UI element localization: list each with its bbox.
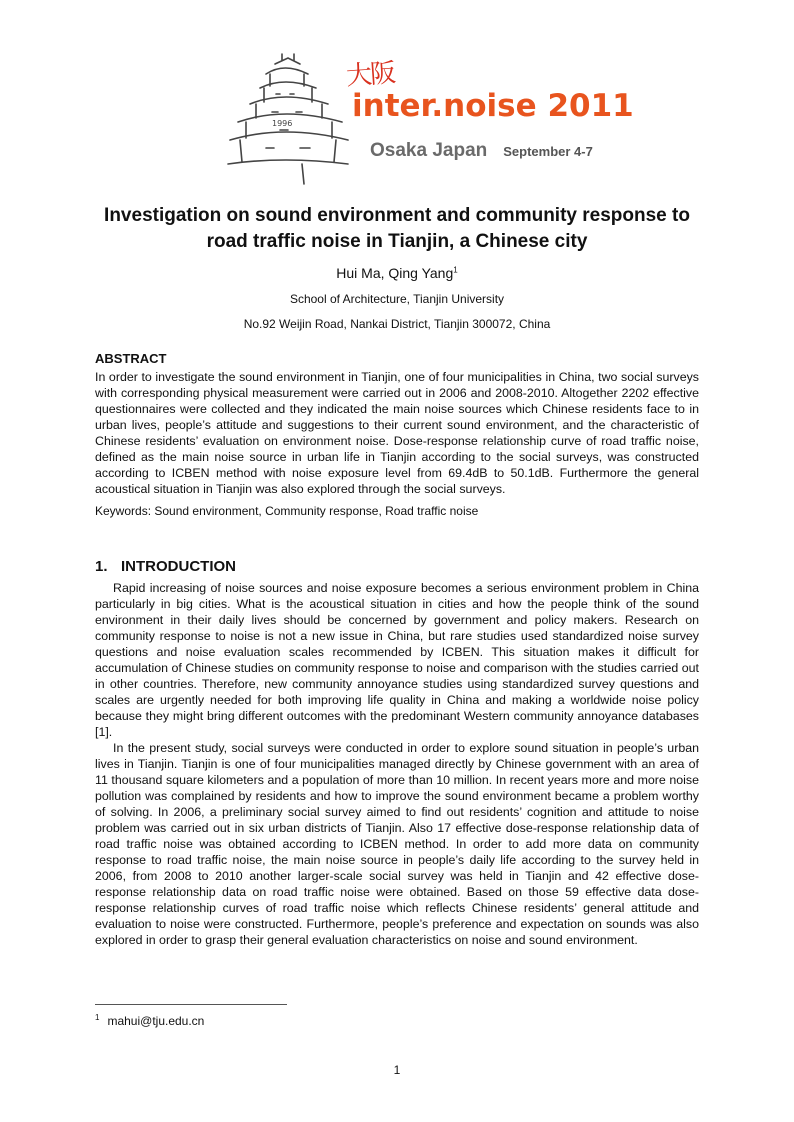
castle-year: 1996 <box>272 119 293 128</box>
logo-location-line <box>370 140 593 162</box>
introduction-body <box>95 580 699 948</box>
author-footnote-mark: 1 <box>453 265 458 275</box>
paper-title <box>60 203 734 255</box>
abstract-heading: ABSTRACT <box>95 351 167 366</box>
introduction-paragraph-1: Rapid increasing of noise sources and noise exposure becomes a serious environment problem in China particularly in big cities. What is the acoustical situation in cities and how the people think of the sound environment in their daily lives should be concerned by government and policy makers. Research on community response to noise is not a new issue in China, but rare studies used standardized noise survey questions and noise evaluation scales recommended by ICBEN. This situation makes it difficult for accumulation of Chinese studies on community response to noise and comparison with the studies carried out in other countries. Therefore, new community annoyance studies using standardized survey questions and scales are urgently needed for both improving life quality in China and making a worldwide noise policy because they might bring different outcomes with the predominant Western community annoyance databases [1]. <box>95 581 699 739</box>
section-heading-introduction <box>95 558 236 575</box>
footnote <box>95 1013 204 1028</box>
logo-location: Osaka Japan <box>370 140 488 161</box>
author-address: No.92 Weijin Road, Nankai District, Tianjin 300072, China <box>243 317 551 331</box>
paper-title-line-1: Investigation on sound environment and community response to <box>104 205 690 226</box>
conference-logo <box>220 52 634 192</box>
section-number: 1. <box>95 558 108 575</box>
footnote-email[interactable]: mahui@tju.edu.cn <box>107 1014 205 1028</box>
introduction-paragraph-2: In the present study, social surveys were conducted in order to explore sound situation in people’s urban lives in Tianjin. Tianjin is one of four municipalities managed directly by Chinese government with an area of 11 thousand square kilometers and a population of more than 10 million. In recent years more and more noise pollution was complained by residents and how to improve the sound environment became a problem worthy of solving. In 2006, a preliminary social survey aimed to find out residents’ cognition and attitude to noise problem was carried out in six urban districts of Tianjin. Also 17 effective dose-response relationship data of road traffic noise was obtained according to ICBEN method. In order to add more data on community response to road traffic noise, the main noise source in people’s daily life according to the survey held in 2006, from 2008 to 2010 another larger-scale social survey was held in Tianjin and 42 effective dose-response relationship data on road traffic noise were obtained. Based on those 59 effective data dose-response relationship curves of road traffic noise which reflects Chinese residents’ general attitude and evaluation to noise were constructed. Furthermore, people’s preference and expectation on sounds was also explored in order to grasp their general evaluation characteristics on noise and sound environment. <box>95 741 699 947</box>
author-affiliation: School of Architecture, Tianjin University <box>289 292 505 306</box>
page-number: 1 <box>393 1063 401 1077</box>
author-names <box>0 265 794 281</box>
keywords: Keywords: Sound environment, Community response, Road traffic noise <box>95 504 479 518</box>
abstract-text: In order to investigate the sound environment in Tianjin, one of four municipalities in China, two social surveys with corresponding physical measurement were carried out in 2006 and 2008-2010. Altogether 2202 effective questionnaires were collected and they indicated the main noise sources which Chinese residents face to in urban lives, people’s attitude and suggestions to their current sound environment, and the characteristic of Chinese residents’ evaluation on environment noise. Dose-response relationship curve of road traffic noise, defined as the main noise source in urban life in Tianjin according to the social surveys, was constructed according to ICBEN method with noise exposure level from 69.4dB to 50.1dB. Furthermore the general acoustical situation in Tianjin was also explored through the social surveys. <box>95 370 699 496</box>
osaka-castle-icon <box>220 52 350 192</box>
logo-kanji: 大阪 <box>345 58 396 92</box>
logo-dates: September 4-7 <box>503 144 593 159</box>
footnote-mark: 1 <box>95 1013 100 1022</box>
logo-title: inter.noise 2011 <box>352 88 634 124</box>
footnote-divider <box>95 1004 287 1005</box>
section-title: INTRODUCTION <box>121 558 236 575</box>
paper-title-line-2: road traffic noise in Tianjin, a Chinese city <box>206 231 588 252</box>
author-names-text: Hui Ma, Qing Yang <box>336 265 454 281</box>
